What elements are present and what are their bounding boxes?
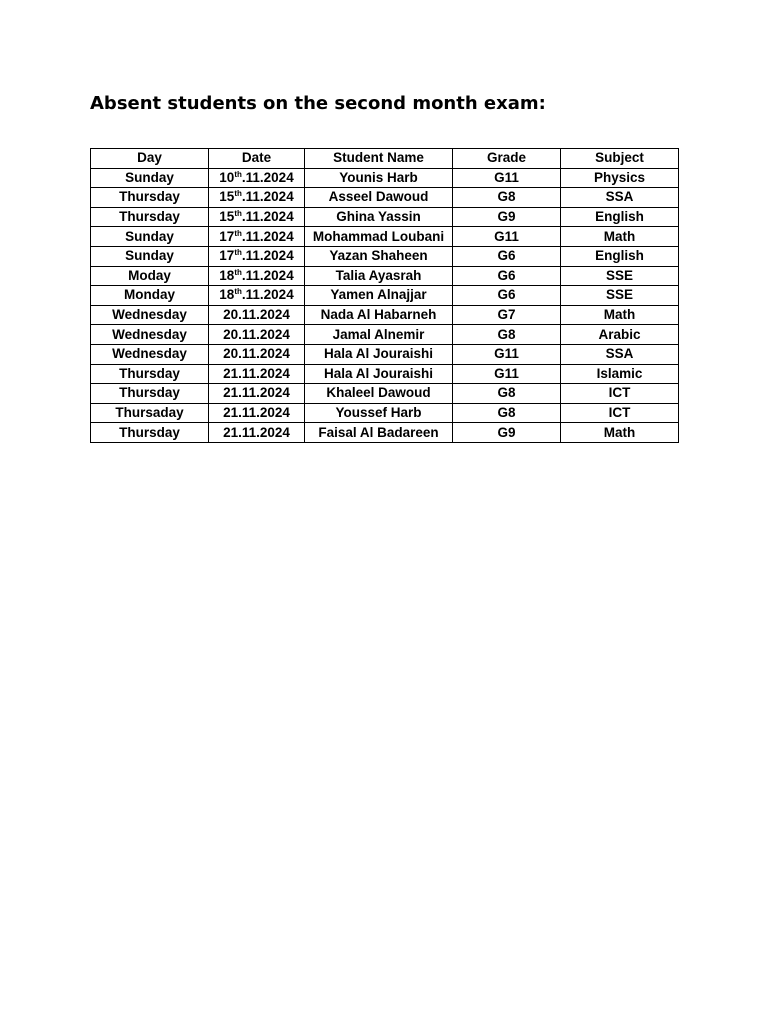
cell-grade: G8: [453, 325, 561, 345]
date-ordinal-suffix: th: [234, 248, 242, 258]
cell-date: [209, 364, 305, 384]
cell-day: Sunday: [91, 227, 209, 247]
cell-subject: English: [561, 246, 679, 266]
table-row: [91, 246, 679, 266]
date-month-year: .11.2024: [241, 248, 294, 264]
cell-day: Moday: [91, 266, 209, 286]
cell-subject: ICT: [561, 384, 679, 404]
cell-day: Thursaday: [91, 403, 209, 423]
cell-subject: SSE: [561, 266, 679, 286]
date-day: 21.11.2024: [223, 405, 290, 421]
table-row: [91, 364, 679, 384]
date-day: 21.11.2024: [223, 365, 290, 381]
cell-subject: Arabic: [561, 325, 679, 345]
table-row: [91, 286, 679, 306]
cell-grade: G7: [453, 305, 561, 325]
cell-subject: English: [561, 207, 679, 227]
date-month-year: .11.2024: [241, 267, 294, 283]
date-ordinal-suffix: th: [234, 267, 242, 277]
cell-student-name: Khaleel Dawoud: [305, 384, 453, 404]
column-header-day: Day: [91, 149, 209, 169]
cell-subject: Islamic: [561, 364, 679, 384]
cell-day: Sunday: [91, 246, 209, 266]
table-row: [91, 325, 679, 345]
date-day: 17: [219, 248, 235, 264]
cell-student-name: Jamal Alnemir: [305, 325, 453, 345]
cell-day: Thursday: [91, 207, 209, 227]
cell-date: [209, 325, 305, 345]
table-body: [91, 168, 679, 442]
cell-day: Wednesday: [91, 325, 209, 345]
cell-student-name: Nada Al Habarneh: [305, 305, 453, 325]
date-month-year: .11.2024: [241, 169, 294, 185]
date-ordinal-suffix: th: [234, 189, 242, 199]
date-ordinal-suffix: th: [234, 209, 242, 219]
cell-date: [209, 168, 305, 188]
date-day: 20.11.2024: [223, 326, 290, 342]
cell-student-name: Ghina Yassin: [305, 207, 453, 227]
cell-grade: G8: [453, 188, 561, 208]
cell-subject: SSE: [561, 286, 679, 306]
cell-day: Thursday: [91, 188, 209, 208]
date-day: 21.11.2024: [223, 424, 290, 440]
cell-day: Thursday: [91, 423, 209, 443]
column-header-date: Date: [209, 149, 305, 169]
cell-student-name: Youssef Harb: [305, 403, 453, 423]
cell-student-name: Asseel Dawoud: [305, 188, 453, 208]
cell-subject: Math: [561, 305, 679, 325]
cell-subject: SSA: [561, 188, 679, 208]
table-row: [91, 403, 679, 423]
cell-student-name: Talia Ayasrah: [305, 266, 453, 286]
date-day: 10: [219, 169, 235, 185]
cell-grade: G6: [453, 286, 561, 306]
cell-grade: G9: [453, 423, 561, 443]
cell-grade: G11: [453, 364, 561, 384]
cell-student-name: Mohammad Loubani: [305, 227, 453, 247]
cell-grade: G8: [453, 384, 561, 404]
table-row: [91, 305, 679, 325]
cell-grade: G6: [453, 246, 561, 266]
date-ordinal-suffix: th: [234, 169, 242, 179]
table-row: [91, 227, 679, 247]
table-row: [91, 188, 679, 208]
table-row: [91, 423, 679, 443]
column-header-student-name: Student Name: [305, 149, 453, 169]
table-row: [91, 384, 679, 404]
cell-day: Wednesday: [91, 344, 209, 364]
table-header: [91, 149, 679, 169]
date-month-year: .11.2024: [241, 209, 294, 225]
cell-student-name: Yamen Alnajjar: [305, 286, 453, 306]
date-day: 20.11.2024: [223, 307, 290, 323]
cell-subject: Math: [561, 423, 679, 443]
cell-student-name: Yazan Shaheen: [305, 246, 453, 266]
date-day: 20.11.2024: [223, 346, 290, 362]
absent-students-table: [90, 148, 679, 443]
cell-date: [209, 305, 305, 325]
cell-day: Thursday: [91, 384, 209, 404]
date-month-year: .11.2024: [241, 287, 294, 303]
cell-student-name: Faisal Al Badareen: [305, 423, 453, 443]
cell-student-name: Hala Al Jouraishi: [305, 364, 453, 384]
cell-student-name: Younis Harb: [305, 168, 453, 188]
cell-date: [209, 246, 305, 266]
date-month-year: .11.2024: [241, 228, 294, 244]
date-day: 17: [219, 228, 235, 244]
cell-student-name: Hala Al Jouraishi: [305, 344, 453, 364]
cell-date: [209, 266, 305, 286]
cell-date: [209, 227, 305, 247]
cell-grade: G11: [453, 168, 561, 188]
cell-day: Sunday: [91, 168, 209, 188]
cell-grade: G9: [453, 207, 561, 227]
cell-grade: G8: [453, 403, 561, 423]
date-day: 18: [219, 267, 235, 283]
cell-grade: G6: [453, 266, 561, 286]
cell-day: Monday: [91, 286, 209, 306]
table-row: [91, 207, 679, 227]
cell-subject: Physics: [561, 168, 679, 188]
date-day: 15: [219, 209, 235, 225]
cell-day: Wednesday: [91, 305, 209, 325]
cell-grade: G11: [453, 227, 561, 247]
table-row: [91, 266, 679, 286]
cell-date: [209, 286, 305, 306]
cell-date: [209, 188, 305, 208]
column-header-grade: Grade: [453, 149, 561, 169]
cell-date: [209, 403, 305, 423]
cell-date: [209, 207, 305, 227]
table-row: [91, 168, 679, 188]
column-header-subject: Subject: [561, 149, 679, 169]
cell-subject: Math: [561, 227, 679, 247]
table-row: [91, 344, 679, 364]
cell-date: [209, 344, 305, 364]
header-row: [91, 149, 679, 169]
cell-grade: G11: [453, 344, 561, 364]
cell-date: [209, 423, 305, 443]
cell-day: Thursday: [91, 364, 209, 384]
date-day: 18: [219, 287, 235, 303]
cell-subject: ICT: [561, 403, 679, 423]
date-day: 21.11.2024: [223, 385, 290, 401]
date-ordinal-suffix: th: [234, 287, 242, 297]
date-month-year: .11.2024: [241, 189, 294, 205]
date-ordinal-suffix: th: [234, 228, 242, 238]
date-day: 15: [219, 189, 235, 205]
cell-subject: SSA: [561, 344, 679, 364]
cell-date: [209, 384, 305, 404]
page-title: Absent students on the second month exam:: [90, 93, 546, 114]
